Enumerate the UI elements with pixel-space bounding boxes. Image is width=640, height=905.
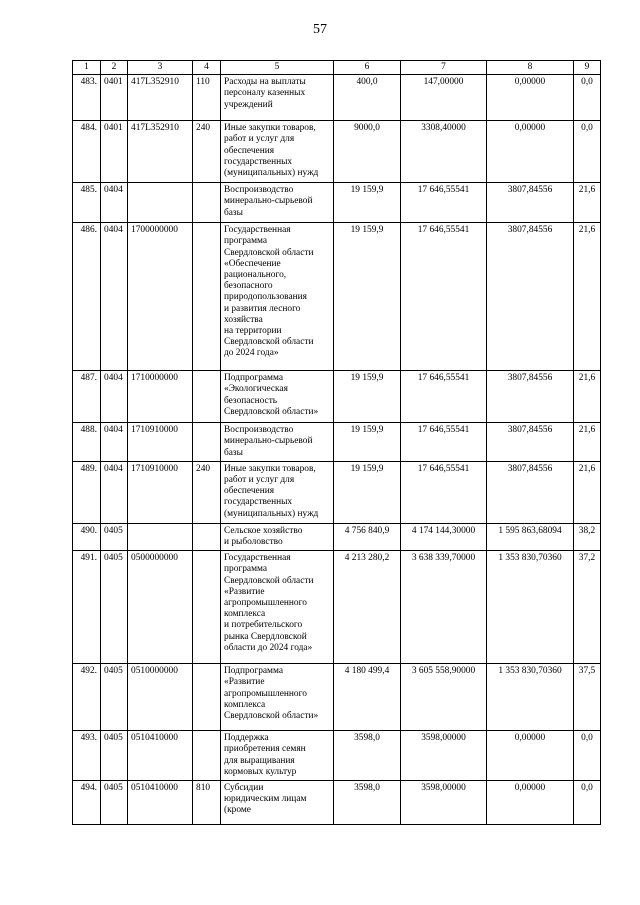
- table-row: [73, 731, 601, 781]
- column-header: 9: [574, 61, 601, 75]
- budget-table: [72, 60, 601, 825]
- planned-amount: 400,0: [334, 75, 401, 121]
- execution-percent: 0,0: [574, 781, 601, 825]
- expense-type: 240: [193, 121, 221, 183]
- expense-type: [193, 664, 221, 731]
- planned-amount: 3598,0: [334, 781, 401, 825]
- table-row: [73, 523, 601, 550]
- section-code: 0404: [101, 183, 128, 223]
- execution-percent: 0,0: [574, 731, 601, 781]
- column-header: 8: [487, 61, 574, 75]
- executed-amount: 1 595 863,68094: [487, 523, 574, 550]
- planned-amount: 19 159,9: [334, 371, 401, 423]
- target-article: 417L352910: [128, 121, 193, 183]
- section-code: 0405: [101, 781, 128, 825]
- executed-amount: 0,00000: [487, 121, 574, 183]
- table-row: [73, 551, 601, 664]
- actual-amount: 3598,00000: [401, 781, 487, 825]
- expense-type: 110: [193, 75, 221, 121]
- table-body: [73, 75, 601, 825]
- row-number: 484.: [73, 121, 101, 183]
- execution-percent: 21,6: [574, 183, 601, 223]
- row-number: 486.: [73, 223, 101, 371]
- executed-amount: 1 353 830,70360: [487, 551, 574, 664]
- planned-amount: 19 159,9: [334, 183, 401, 223]
- execution-percent: 21,6: [574, 461, 601, 523]
- expense-type: [193, 183, 221, 223]
- executed-amount: 3807,84556: [487, 371, 574, 423]
- planned-amount: 4 756 840,9: [334, 523, 401, 550]
- expense-type: [193, 223, 221, 371]
- section-code: 0405: [101, 551, 128, 664]
- column-number-row: [73, 61, 601, 75]
- actual-amount: 17 646,55541: [401, 223, 487, 371]
- line-item-name: Иные закупки товаров, работ и услуг для обеспечения государственных (муниципальных) нужд: [221, 461, 334, 523]
- expense-type: [193, 423, 221, 462]
- table-row: [73, 223, 601, 371]
- executed-amount: 1 353 830,70360: [487, 664, 574, 731]
- line-item-name: Воспроизводство минерально-сырьевой базы: [221, 183, 334, 223]
- column-header: 1: [73, 61, 101, 75]
- line-item-name: Расходы на выплаты персоналу казенных учреждений: [221, 75, 334, 121]
- table-row: [73, 371, 601, 423]
- target-article: 0510000000: [128, 664, 193, 731]
- target-article: 1710910000: [128, 423, 193, 462]
- executed-amount: 0,00000: [487, 781, 574, 825]
- row-number: 489.: [73, 461, 101, 523]
- row-number: 485.: [73, 183, 101, 223]
- expense-type: 240: [193, 461, 221, 523]
- actual-amount: 17 646,55541: [401, 183, 487, 223]
- target-article: 0500000000: [128, 551, 193, 664]
- target-article: [128, 183, 193, 223]
- column-header: 6: [334, 61, 401, 75]
- executed-amount: 3807,84556: [487, 423, 574, 462]
- executed-amount: 3807,84556: [487, 183, 574, 223]
- table-row: [73, 75, 601, 121]
- section-code: 0404: [101, 461, 128, 523]
- target-article: 1700000000: [128, 223, 193, 371]
- actual-amount: 3598,00000: [401, 731, 487, 781]
- planned-amount: 19 159,9: [334, 223, 401, 371]
- column-header: 3: [128, 61, 193, 75]
- row-number: 491.: [73, 551, 101, 664]
- planned-amount: 19 159,9: [334, 423, 401, 462]
- section-code: 0404: [101, 371, 128, 423]
- table-row: [73, 121, 601, 183]
- row-number: 493.: [73, 731, 101, 781]
- actual-amount: 3 638 339,70000: [401, 551, 487, 664]
- line-item-name: Субсидии юридическим лицам (кроме: [221, 781, 334, 825]
- expense-type: [193, 523, 221, 550]
- execution-percent: 0,0: [574, 121, 601, 183]
- line-item-name: Воспроизводство минерально-сырьевой базы: [221, 423, 334, 462]
- table-row: [73, 423, 601, 462]
- column-header: 2: [101, 61, 128, 75]
- section-code: 0401: [101, 121, 128, 183]
- planned-amount: 9000,0: [334, 121, 401, 183]
- section-code: 0405: [101, 523, 128, 550]
- line-item-name: Иные закупки товаров, работ и услуг для обеспечения государственных (муниципальных) нужд: [221, 121, 334, 183]
- section-code: 0404: [101, 223, 128, 371]
- column-header: 7: [401, 61, 487, 75]
- expense-type: [193, 551, 221, 664]
- section-code: 0404: [101, 423, 128, 462]
- section-code: 0405: [101, 664, 128, 731]
- table-row: [73, 781, 601, 825]
- executed-amount: 3807,84556: [487, 223, 574, 371]
- row-number: 490.: [73, 523, 101, 550]
- executed-amount: 3807,84556: [487, 461, 574, 523]
- row-number: 487.: [73, 371, 101, 423]
- execution-percent: 0,0: [574, 75, 601, 121]
- target-article: 0510410000: [128, 781, 193, 825]
- planned-amount: 4 213 280,2: [334, 551, 401, 664]
- row-number: 492.: [73, 664, 101, 731]
- execution-percent: 37,2: [574, 551, 601, 664]
- execution-percent: 37,5: [574, 664, 601, 731]
- planned-amount: 19 159,9: [334, 461, 401, 523]
- expense-type: [193, 371, 221, 423]
- actual-amount: 17 646,55541: [401, 371, 487, 423]
- line-item-name: Государственная программа Свердловской области «Обеспечение рационального, безопасного природопользования и развития лесного хозяйства на территории Свердловской области до 2024 года»: [221, 223, 334, 371]
- line-item-name: Поддержка приобретения семян для выращивания кормовых культур: [221, 731, 334, 781]
- target-article: [128, 523, 193, 550]
- row-number: 494.: [73, 781, 101, 825]
- line-item-name: Государственная программа Свердловской области «Развитие агропромышленного комплекса и потребительского рынка Свердловской области до 2024 года»: [221, 551, 334, 664]
- actual-amount: 3308,40000: [401, 121, 487, 183]
- line-item-name: Подпрограмма «Развитие агропромышленного комплекса Свердловской области»: [221, 664, 334, 731]
- table-row: [73, 664, 601, 731]
- actual-amount: 4 174 144,30000: [401, 523, 487, 550]
- executed-amount: 0,00000: [487, 75, 574, 121]
- line-item-name: Подпрограмма «Экологическая безопасность Свердловской области»: [221, 371, 334, 423]
- section-code: 0401: [101, 75, 128, 121]
- executed-amount: 0,00000: [487, 731, 574, 781]
- target-article: 417L352910: [128, 75, 193, 121]
- actual-amount: 3 605 558,90000: [401, 664, 487, 731]
- actual-amount: 147,00000: [401, 75, 487, 121]
- execution-percent: 38,2: [574, 523, 601, 550]
- row-number: 488.: [73, 423, 101, 462]
- column-header: 5: [221, 61, 334, 75]
- execution-percent: 21,6: [574, 423, 601, 462]
- section-code: 0405: [101, 731, 128, 781]
- line-item-name: Сельское хозяйство и рыболовство: [221, 523, 334, 550]
- expense-type: [193, 731, 221, 781]
- target-article: 1710000000: [128, 371, 193, 423]
- table-row: [73, 183, 601, 223]
- target-article: 1710910000: [128, 461, 193, 523]
- actual-amount: 17 646,55541: [401, 423, 487, 462]
- target-article: 0510410000: [128, 731, 193, 781]
- table-row: [73, 461, 601, 523]
- planned-amount: 3598,0: [334, 731, 401, 781]
- column-header: 4: [193, 61, 221, 75]
- expense-type: 810: [193, 781, 221, 825]
- row-number: 483.: [73, 75, 101, 121]
- actual-amount: 17 646,55541: [401, 461, 487, 523]
- planned-amount: 4 180 499,4: [334, 664, 401, 731]
- execution-percent: 21,6: [574, 371, 601, 423]
- execution-percent: 21,6: [574, 223, 601, 371]
- page-number: 57: [313, 22, 327, 37]
